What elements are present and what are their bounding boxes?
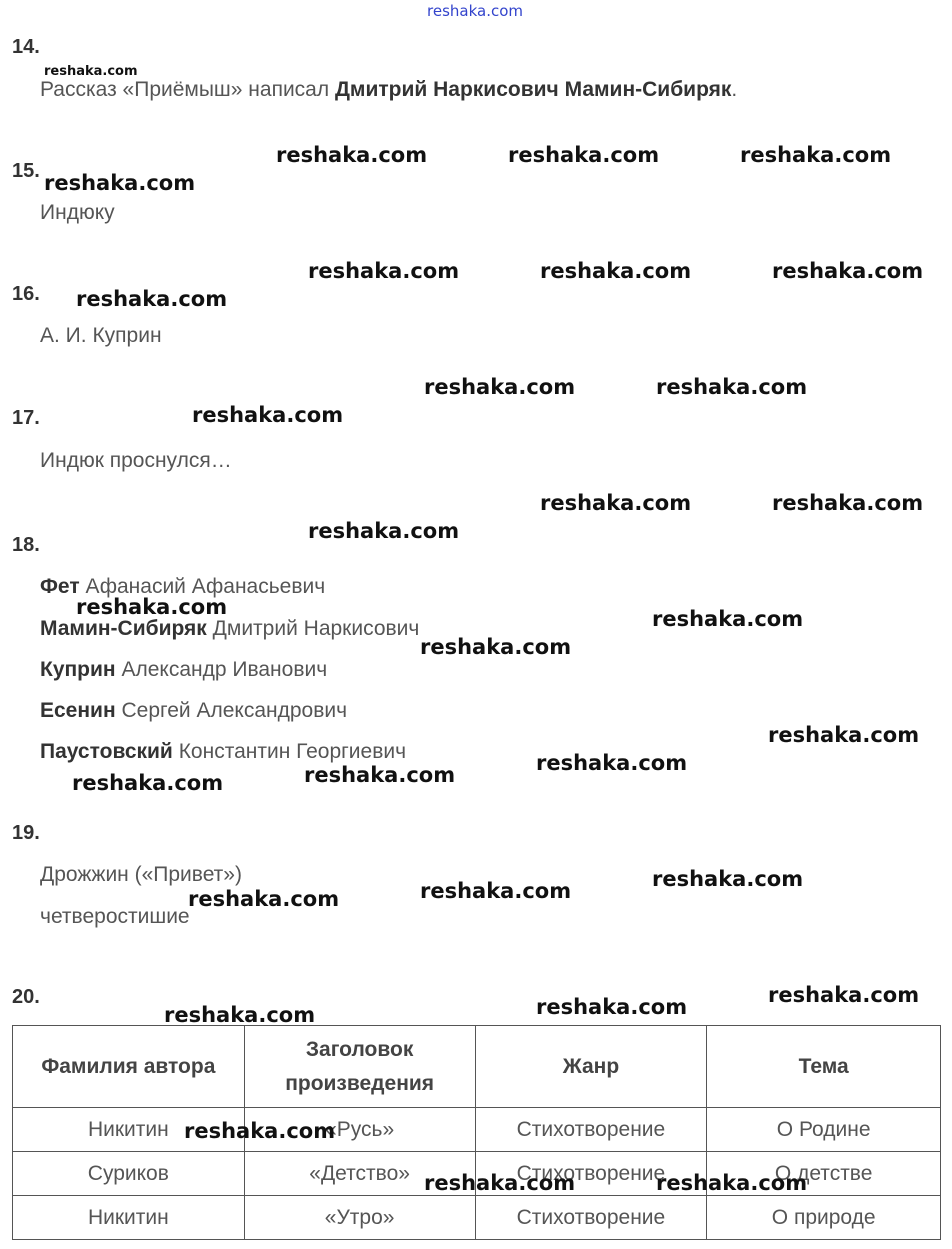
column-header: Заголовок произведения	[244, 1026, 475, 1108]
watermark: reshaka.com	[740, 143, 892, 167]
watermark: reshaka.com	[540, 259, 692, 283]
watermark: reshaka.com	[768, 723, 920, 747]
watermark: reshaka.com	[192, 403, 344, 427]
watermark: reshaka.com	[188, 887, 340, 911]
watermark: reshaka.com	[76, 287, 228, 311]
answer-table	[12, 1025, 941, 1240]
author-line: Есенин Сергей Александрович	[40, 699, 348, 722]
question-16-answer: А. И. Куприн	[40, 324, 162, 347]
table-cell: Никитин	[13, 1108, 245, 1152]
watermark: reshaka.com	[652, 867, 804, 891]
watermark: reshaka.com	[304, 763, 456, 787]
watermark: reshaka.com	[184, 1119, 336, 1143]
table-row	[13, 1108, 941, 1152]
author-line: Фет Афанасий Афанасьевич	[40, 575, 326, 598]
question-16-number: 16.	[12, 283, 40, 305]
watermark: reshaka.com	[76, 595, 228, 619]
question-15-number: 15.	[12, 160, 40, 182]
column-header: Жанр	[475, 1026, 707, 1108]
watermark: reshaka.com	[656, 375, 808, 399]
question-17-answer: Индюк проснулся…	[40, 449, 232, 472]
table-header-row	[13, 1026, 941, 1108]
question-19-number: 19.	[12, 822, 40, 844]
watermark: reshaka.com	[72, 771, 224, 795]
watermark: reshaka.com	[424, 1171, 576, 1195]
table-row	[13, 1196, 941, 1240]
watermark: reshaka.com	[308, 519, 460, 543]
author-line: Куприн Александр Иванович	[40, 658, 328, 681]
column-header: Тема	[707, 1026, 941, 1108]
watermark: reshaka.com	[420, 879, 572, 903]
table-cell: О детстве	[707, 1152, 941, 1196]
watermark: reshaka.com	[276, 143, 428, 167]
author-line: Мамин-Сибиряк Дмитрий Наркисович	[40, 617, 420, 640]
watermark: reshaka.com	[536, 751, 688, 775]
table-cell: Стихотворение	[475, 1108, 707, 1152]
table-cell: О Родине	[707, 1108, 941, 1152]
watermark: reshaka.com	[420, 635, 572, 659]
question-20-number: 20.	[12, 986, 40, 1008]
watermark: reshaka.com	[508, 143, 660, 167]
question-14-answer: Рассказ «Приёмыш» написал Дмитрий Наркисович Мамин-Сибиряк.	[40, 78, 738, 101]
watermark: reshaka.com	[536, 995, 688, 1019]
table-cell: «Русь»	[244, 1108, 475, 1152]
question-17-number: 17.	[12, 407, 40, 429]
question-19-answer-line2: четверостишие	[40, 905, 190, 928]
watermark: reshaka.com	[772, 491, 924, 515]
watermark: reshaka.com	[44, 64, 138, 79]
watermark: reshaka.com	[652, 607, 804, 631]
watermark-top: reshaka.com	[427, 2, 523, 20]
watermark: reshaka.com	[772, 259, 924, 283]
question-19-answer-line1: Дрожжин («Привет»)	[40, 863, 242, 886]
question-18-number: 18.	[12, 534, 40, 556]
table-cell: Никитин	[13, 1196, 245, 1240]
watermark: reshaka.com	[656, 1171, 808, 1195]
table-cell: «Утро»	[244, 1196, 475, 1240]
watermark: reshaka.com	[164, 1003, 316, 1027]
table-cell: «Детство»	[244, 1152, 475, 1196]
watermark: reshaka.com	[540, 491, 692, 515]
table-cell: Стихотворение	[475, 1196, 707, 1240]
question-15-answer: Индюку	[40, 201, 115, 224]
table-cell: О природе	[707, 1196, 941, 1240]
table-cell: Стихотворение	[475, 1152, 707, 1196]
watermark: reshaka.com	[44, 171, 196, 195]
column-header: Фамилия автора	[13, 1026, 245, 1108]
watermark: reshaka.com	[308, 259, 460, 283]
author-line: Паустовский Константин Георгиевич	[40, 740, 407, 763]
question-14-number: 14.	[12, 36, 40, 58]
watermark: reshaka.com	[768, 983, 920, 1007]
table-cell: Суриков	[13, 1152, 245, 1196]
watermark: reshaka.com	[424, 375, 576, 399]
